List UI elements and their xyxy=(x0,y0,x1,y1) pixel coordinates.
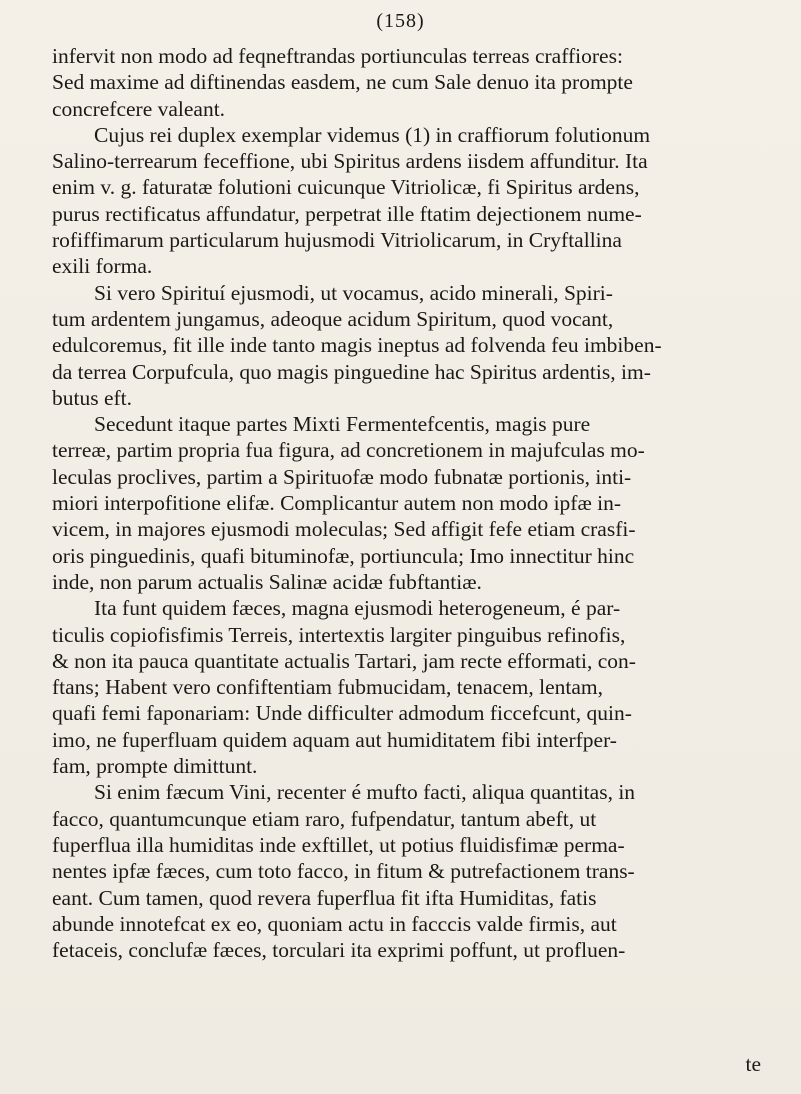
text-line: terreæ, partim propria fua figura, ad concretionem in majufculas mo- xyxy=(52,438,645,463)
page-number-header: (158) xyxy=(376,10,425,32)
text-line: purus rectificatus affundatur, perpetrat ille ftatim dejectionem nume- xyxy=(52,201,642,226)
text-line: quafi femi faponariam: Unde difficulter admodum ficcefcunt, quin- xyxy=(52,701,632,726)
text-line: fetaceis, conclufæ fæces, torculari ita exprimi poffunt, ut profluen- xyxy=(52,938,626,963)
text-line: inde, non parum actualis Salinæ acidæ fubftantiæ. xyxy=(52,569,482,594)
text-line: fam, prompte dimittunt. xyxy=(52,754,258,779)
text-line: Si enim fæcum Vini, recenter é mufto facti, aliqua quantitas, in xyxy=(94,780,636,805)
text-line: vicem, in majores ejusmodi moleculas; Sed affigit fefe etiam crasfi- xyxy=(52,517,636,542)
text-line: rofiffimarum particularum hujusmodi Vitriolicarum, in Cryftallina xyxy=(52,228,622,253)
text-line: & non ita pauca quantitate actualis Tartari, jam recte efformati, con- xyxy=(52,648,636,673)
text-line: Salino-terrearum feceffione, ubi Spiritus ardens iisdem affunditur. Ita xyxy=(52,149,648,174)
text-line: fuperflua illa humiditas inde exftillet, ut potius fluidisfimæ perma- xyxy=(52,832,625,857)
text-line: enim v. g. faturatæ folutioni cuicunque Vitriolicæ, fi Spiritus ardens, xyxy=(52,175,640,200)
text-line: eant. Cum tamen, quod revera fuperflua fit ifta Humiditas, fatis xyxy=(52,885,597,910)
text-line: da terrea Corpufcula, quo magis pinguedine hac Spiritus ardentis, im- xyxy=(52,359,651,384)
text-line: ticulis copiofisfimis Terreis, intertextis largiter pinguibus refinofis, xyxy=(52,622,626,647)
text-line: butus eft. xyxy=(52,385,133,410)
text-line: Secedunt itaque partes Mixti Fermentefcentis, magis pure xyxy=(94,412,591,437)
body-text xyxy=(52,43,777,963)
text-line: exili forma. xyxy=(52,254,153,279)
text-line: facco, quantumcunque etiam raro, fufpendatur, tantum abeft, ut xyxy=(52,806,597,831)
text-line: abunde innotefcat ex eo, quoniam actu in facccis valde firmis, aut xyxy=(52,911,617,936)
text-line: infervit non modo ad feqneftrandas portiunculas terreas craffiores: xyxy=(52,44,623,68)
text-line: Ita funt quidem fæces, magna ejusmodi heterogeneum, é par- xyxy=(94,596,621,621)
text-line: edulcoremus, fit ille inde tanto magis ineptus ad folvenda feu imbiben- xyxy=(52,333,662,358)
text-line: concrefcere valeant. xyxy=(52,96,226,121)
text-line: nentes ipfæ fæces, cum toto facco, in fitum & putrefactionem trans- xyxy=(52,859,635,884)
catchword: te xyxy=(745,1052,761,1076)
text-line: ftans; Habent vero confiftentiam fubmucidam, tenacem, lentam, xyxy=(52,675,604,700)
text-line: Si vero Spirituí ejusmodi, ut vocamus, acido minerali, Spiri- xyxy=(94,280,613,305)
text-line: imo, ne fuperfluam quidem aquam aut humiditatem fibi interfper- xyxy=(52,727,617,752)
text-line: leculas proclives, partim a Spirituofæ modo fubnatæ portionis, inti- xyxy=(52,464,632,489)
text-line: miori interpofitione elifæ. Complicantur autem non modo ipfæ in- xyxy=(52,491,622,516)
text-line: oris pinguedinis, quafi bituminofæ, portiuncula; Imo innectitur hinc xyxy=(52,543,635,568)
text-line: tum ardentem jungamus, adeoque acidum Spiritum, quod vocant, xyxy=(52,306,614,331)
text-line: Cujus rei duplex exemplar videmus (1) in craffiorum folutionum xyxy=(94,122,651,147)
text-line: Sed maxime ad diftinendas easdem, ne cum Sale denuo ita prompte xyxy=(52,70,633,95)
